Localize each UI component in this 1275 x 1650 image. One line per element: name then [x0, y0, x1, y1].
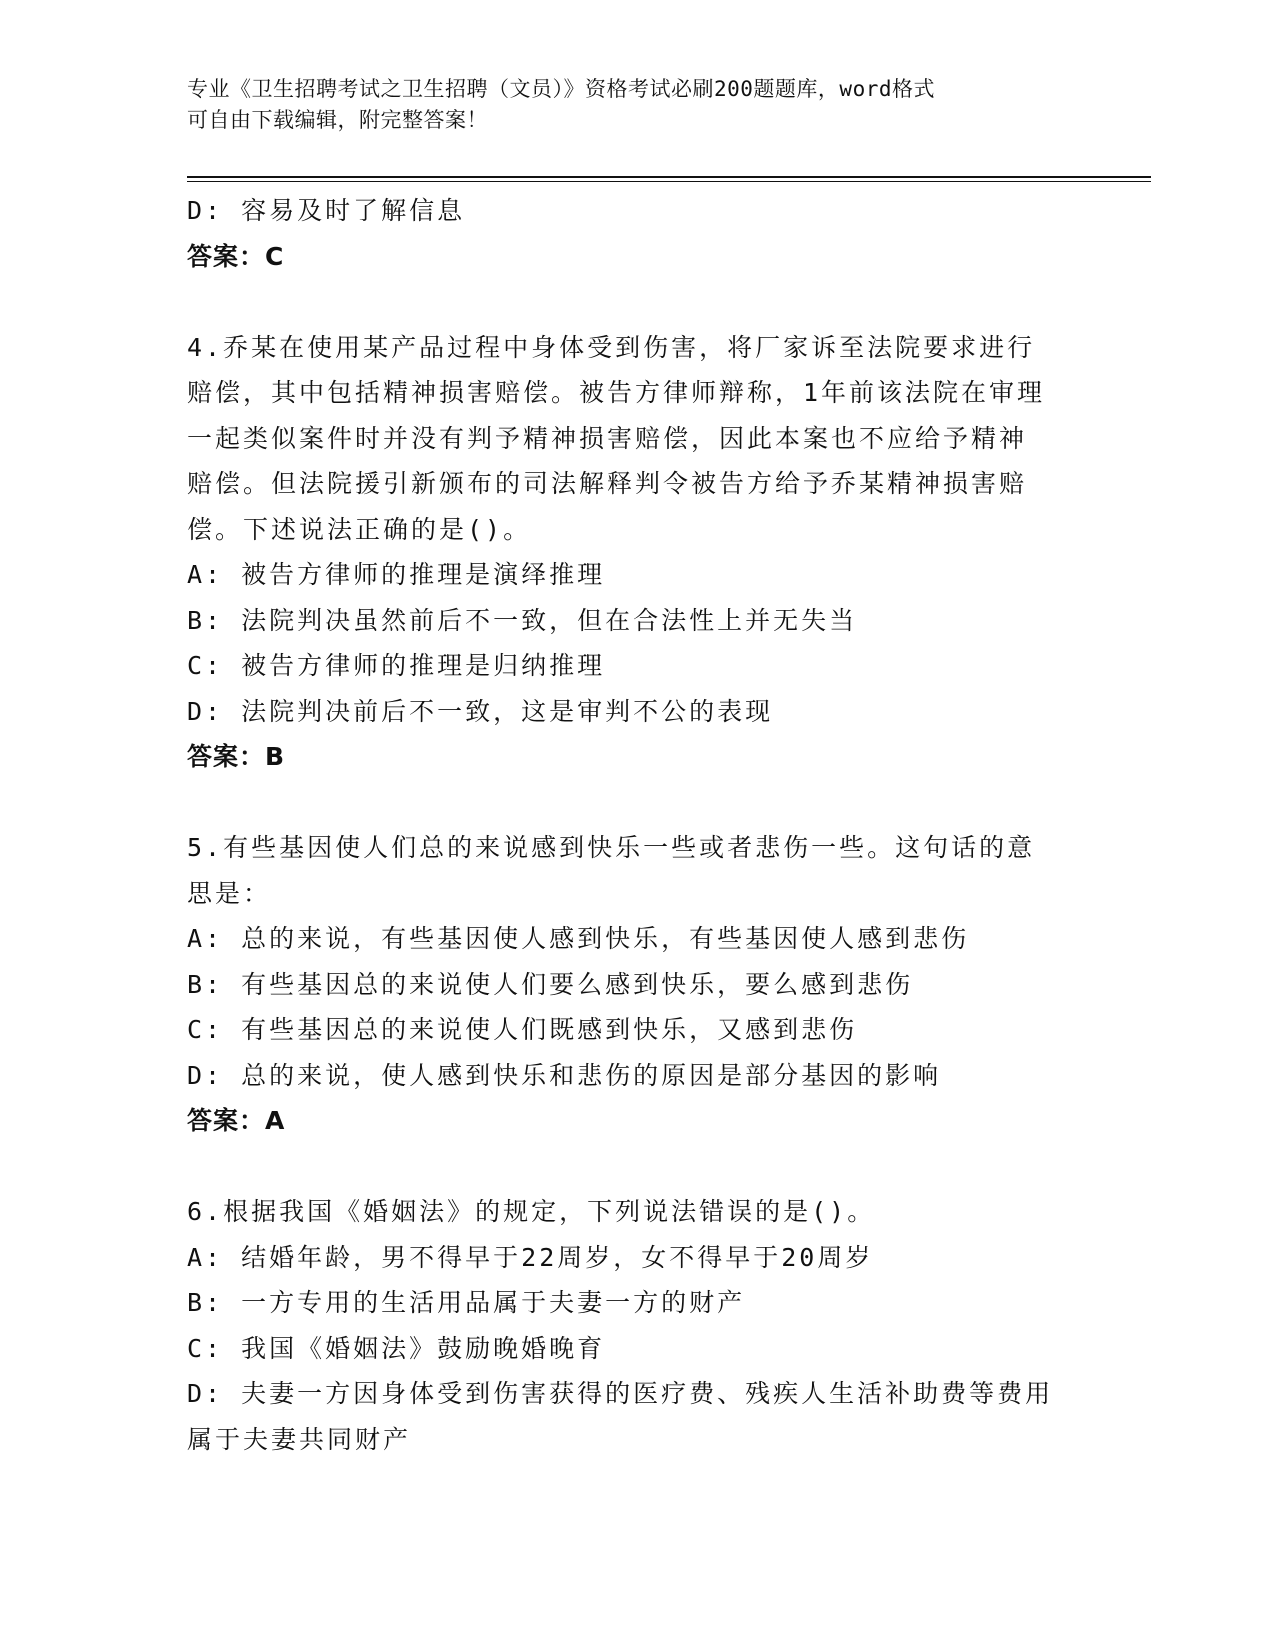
- q5-stem-line: 5.有些基因使人们总的来说感到快乐一些或者悲伤一些。这句话的意: [187, 833, 1036, 862]
- q3-option-d: D: 容易及时了解信息: [187, 196, 466, 225]
- q6-option-c: C: 我国《婚姻法》鼓励晚婚晚育: [187, 1333, 606, 1363]
- header-divider-thick: [187, 176, 1151, 178]
- q5-option-a: A: 总的来说，有些基因使人感到快乐，有些基因使人感到悲伤: [187, 924, 970, 953]
- q3-answer: 答案：C: [187, 241, 285, 271]
- q6-option-d-continued: 属于夫妻共同财产: [187, 1424, 412, 1454]
- q6-stem-line: 6.根据我国《婚姻法》的规定，下列说法错误的是()。: [187, 1197, 876, 1226]
- document-header: [187, 74, 1087, 136]
- question-3-tail: [187, 188, 1087, 279]
- q4-stem-line: 一起类似案件时并没有判予精神损害赔偿，因此本案也不应给予精神: [187, 423, 1028, 453]
- q4-stem-line: 4.乔某在使用某产品过程中身体受到伤害，将厂家诉至法院要求进行: [187, 332, 1036, 362]
- q4-stem-line: 赔偿，其中包括精神损害赔偿。被告方律师辩称，1年前该法院在审理: [187, 378, 1046, 407]
- header-title-line-1: 专业《卫生招聘考试之卫生招聘（文员）》资格考试必刷200题题库，word格式: [187, 77, 935, 101]
- header-divider-thin: [187, 181, 1151, 182]
- question-spacer: [187, 1144, 1087, 1190]
- q4-answer: 答案：B: [187, 742, 286, 771]
- q5-option-c: C: 有些基因总的来说使人们既感到快乐，又感到悲伤: [187, 1015, 858, 1044]
- q4-option-b: B: 法院判决虽然前后不一致，但在合法性上并无失当: [187, 605, 858, 635]
- q5-option-d: D: 总的来说，使人感到快乐和悲伤的原因是部分基因的影响: [187, 1060, 942, 1090]
- q4-option-d: D: 法院判决前后不一致，这是审判不公的表现: [187, 696, 774, 726]
- question-5: [187, 825, 1087, 1144]
- q4-option-a: A: 被告方律师的推理是演绎推理: [187, 560, 606, 589]
- q6-option-b: B: 一方专用的生活用品属于夫妻一方的财产: [187, 1288, 746, 1317]
- q4-stem-line: 赔偿。但法院援引新颁布的司法解释判令被告方给予乔某精神损害赔: [187, 469, 1028, 498]
- q5-answer: 答案：A: [187, 1106, 286, 1135]
- question-spacer: [187, 780, 1087, 826]
- q4-option-c: C: 被告方律师的推理是归纳推理: [187, 651, 606, 680]
- question-spacer: [187, 279, 1087, 325]
- q6-option-a: A: 结婚年龄，男不得早于22周岁，女不得早于20周岁: [187, 1242, 874, 1272]
- header-title-line-2: 可自由下载编辑，附完整答案！: [187, 108, 488, 132]
- q5-option-b: B: 有些基因总的来说使人们要么感到快乐，要么感到悲伤: [187, 969, 914, 999]
- question-4: [187, 325, 1087, 780]
- question-6: [187, 1189, 1087, 1462]
- document-body: [187, 188, 1087, 1462]
- q5-stem-line: 思是：: [187, 878, 272, 908]
- q6-option-d: D: 夫妻一方因身体受到伤害获得的医疗费、残疾人生活补助费等费用: [187, 1379, 1054, 1408]
- q4-stem-line: 偿。下述说法正确的是()。: [187, 514, 532, 544]
